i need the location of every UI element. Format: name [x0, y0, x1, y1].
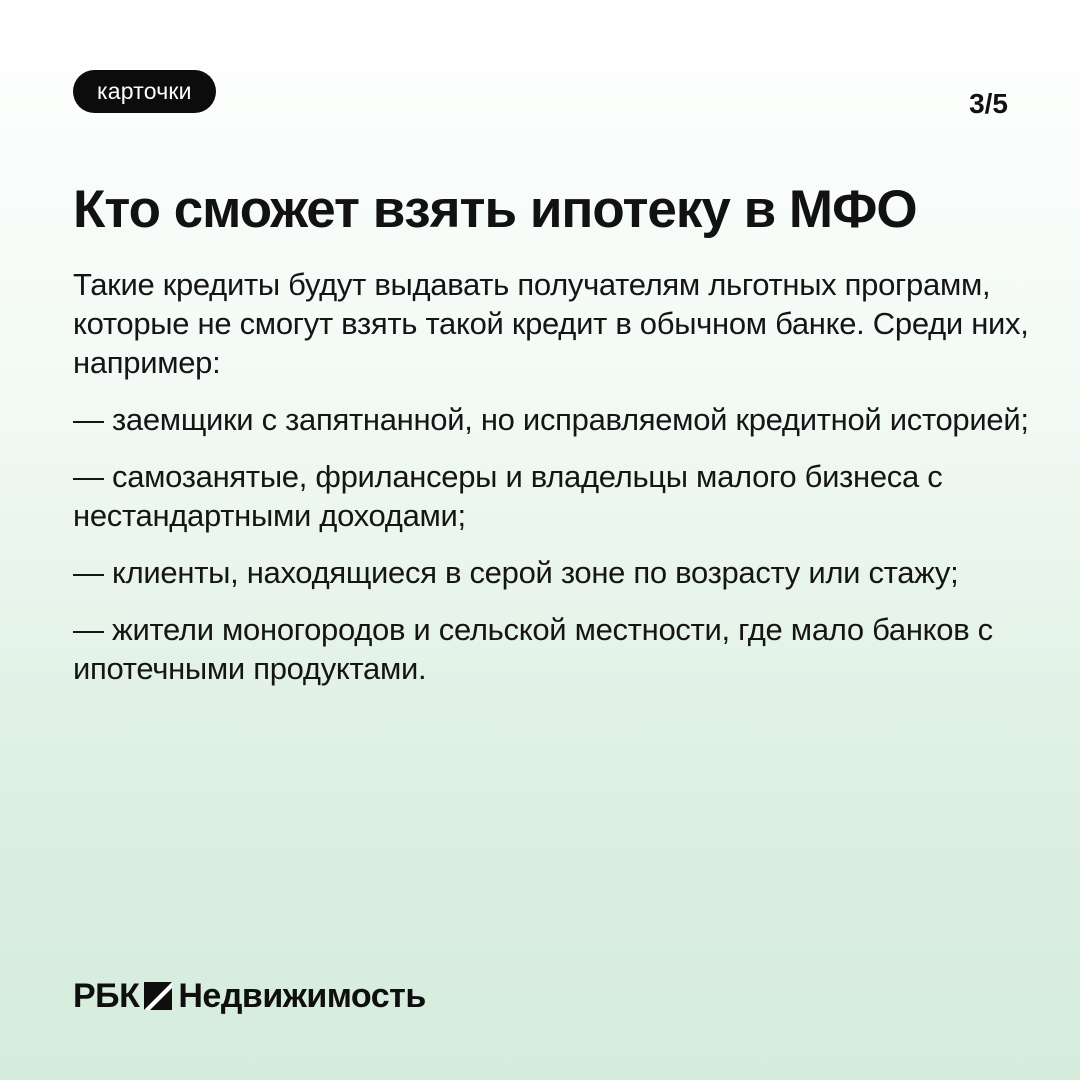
- brand-logo: [73, 972, 426, 1020]
- intro-paragraph: Такие кредиты будут выдавать получателям льготных программ, которые не смогут взять такой кредит в обычном банке. Среди них, например:: [73, 267, 1029, 380]
- list-item: — самозанятые, фрилансеры и владельцы малого бизнеса с нестандартными доходами;: [73, 459, 943, 533]
- list-item: — заемщики с запятнанной, но исправляемой кредитной историей;: [73, 402, 1029, 437]
- list-item: — клиенты, находящиеся в серой зоне по возрасту или стажу;: [73, 555, 959, 590]
- logo-section-text: Недвижимость: [178, 977, 426, 1015]
- category-tag: карточки: [73, 70, 216, 113]
- logo-rbc-text: РБК: [73, 977, 140, 1015]
- rbc-slash-mark-icon: [144, 982, 172, 1010]
- page-title: Кто сможет взять ипотеку в МФО: [73, 180, 917, 239]
- article-body: [73, 265, 1033, 706]
- page-counter: 3/5: [969, 88, 1008, 119]
- list-item: — жители моногородов и сельской местности, где мало банков с ипотечными продуктами.: [73, 612, 993, 686]
